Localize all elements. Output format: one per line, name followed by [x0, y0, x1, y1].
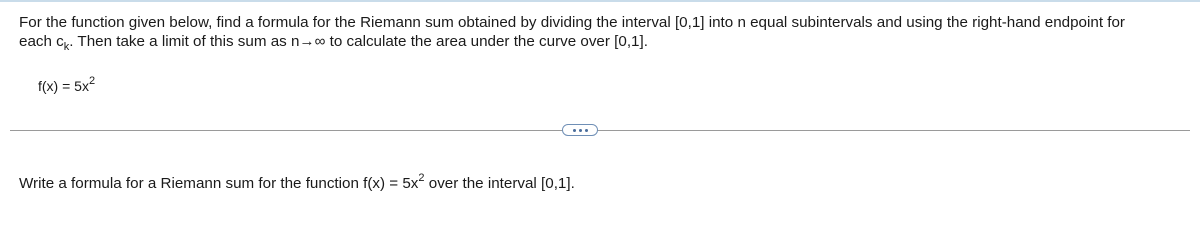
- show-more-button[interactable]: [562, 124, 598, 136]
- problem-line-2: [19, 32, 1189, 51]
- problem-statement: [19, 13, 1189, 51]
- ellipsis-dot: [579, 129, 582, 132]
- function-base: f(x) = 5x: [38, 78, 89, 94]
- function-definition: [38, 76, 95, 96]
- section-divider: [10, 130, 1190, 131]
- problem-line-2-prefix: each c: [19, 33, 64, 50]
- problem-line-2-suffix: . Then take a limit of this sum as n→∞ to calculate the area under the curve over [0,1].: [69, 33, 648, 50]
- ellipsis-icon: [573, 129, 588, 132]
- function-exponent: 2: [88, 75, 96, 87]
- top-border: [0, 0, 1200, 2]
- subscript-k: k: [63, 41, 70, 53]
- ellipsis-dot: [585, 129, 588, 132]
- question-prefix: Write a formula for a Riemann sum for the function f(x) = 5x: [19, 175, 419, 192]
- question-suffix: over the interval [0,1].: [424, 175, 575, 192]
- question-exponent: 2: [418, 172, 425, 184]
- ellipsis-dot: [573, 129, 576, 132]
- problem-line-1: For the function given below, find a formula for the Riemann sum obtained by dividing the interval [0,1] into n equal subintervals and using the right-hand endpoint for: [19, 14, 1125, 31]
- question-prompt: [19, 174, 575, 193]
